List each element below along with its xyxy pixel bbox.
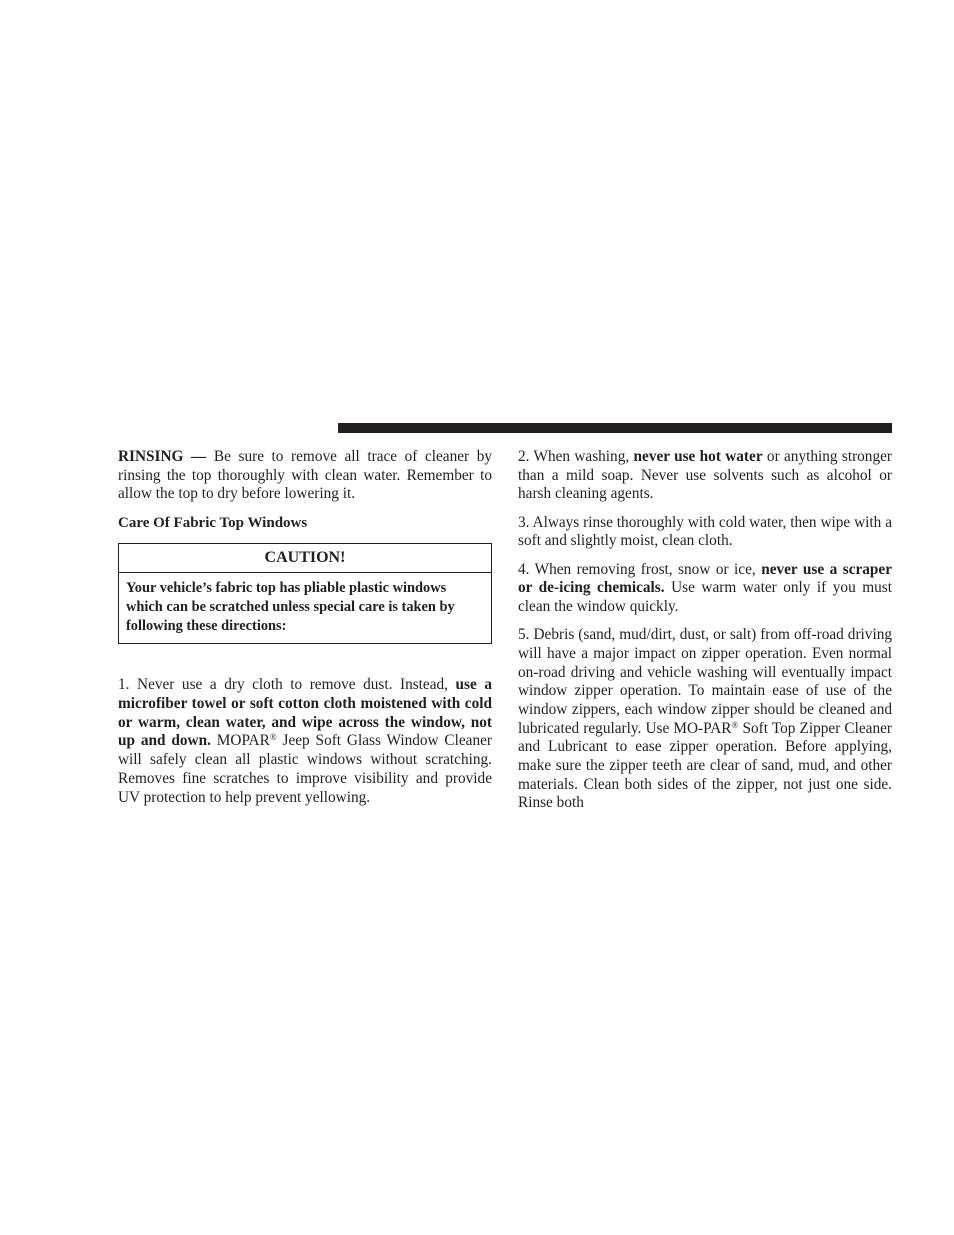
- item5-text-a: 5. Debris (sand, mud/dirt, dust, or salt) from off-road driving will have a major impact on zipper operation. Even normal on-road driving and vehicle washing will eventually impact window zipper operation. To maintain ease of use of the window zippers, each window zipper should be cleaned and lubricated regularly. Use MO-PAR: [518, 626, 892, 737]
- instruction-item-1: [118, 676, 492, 807]
- section-header-rule: [338, 423, 892, 433]
- section-heading: Care Of Fabric Top Windows: [118, 514, 308, 531]
- item5-text-b: Soft Top Zipper Cleaner and Lubricant to ease zipper operation. Before applying, make sure the zipper teeth are clear of sand, mud, and other materials. Clean both sides of the zipper, not just one side. Rinse both: [518, 719, 892, 812]
- caution-title: CAUTION!: [119, 544, 491, 573]
- rinsing-lead: RINSING —: [118, 448, 207, 465]
- item4-text-a: 4. When removing frost, snow or ice,: [518, 560, 762, 578]
- rinsing-text: Be sure to remove all trace of cleaner by rinsing the top thoroughly with clean water. Remember to allow the top to dry before lowering it.: [118, 448, 493, 503]
- item2-bold: never use hot water: [633, 448, 763, 465]
- caution-body: Your vehicle’s fabric top has pliable plastic windows which can be scratched unless special care is taken by following these directions:: [126, 580, 455, 635]
- instruction-item-4: [518, 561, 892, 617]
- instruction-item-5: [518, 626, 892, 813]
- registered-mark: ®: [269, 732, 277, 743]
- item4-bold: never use a scraper or de-icing chemicals.: [518, 560, 893, 597]
- right-column: [518, 448, 892, 823]
- item2-text-c: or anything stronger than a mild soap. Never use solvents such as alcohol or harsh cleaning agents.: [518, 448, 892, 503]
- rinsing-paragraph: [118, 448, 492, 504]
- item1-bold: use a microfiber towel or soft cotton cloth moistened with cold or warm, clean water, and wipe across the window, not up and down.: [118, 676, 492, 750]
- item2-text-a: 2. When washing,: [518, 448, 634, 465]
- instruction-item-3: 3. Always rinse thoroughly with cold water, then wipe with a soft and slightly moist, clean cloth.: [518, 513, 892, 550]
- instruction-item-2: [518, 448, 892, 504]
- item1-text-c: MOPAR: [210, 732, 270, 750]
- item1-text-d: Jeep Soft Glass Window Cleaner will safely clean all plastic windows without scratching. Removes fine scratches to improve visibility and provide UV protection to help prevent yellowing.: [118, 732, 492, 806]
- registered-mark: ®: [731, 719, 739, 730]
- left-column: [118, 448, 492, 817]
- item4-text-c: Use warm water only if you must clean the window quickly.: [518, 579, 892, 615]
- caution-box: [118, 543, 492, 644]
- item1-text-a: 1. Never use a dry cloth to remove dust. Instead,: [118, 676, 456, 694]
